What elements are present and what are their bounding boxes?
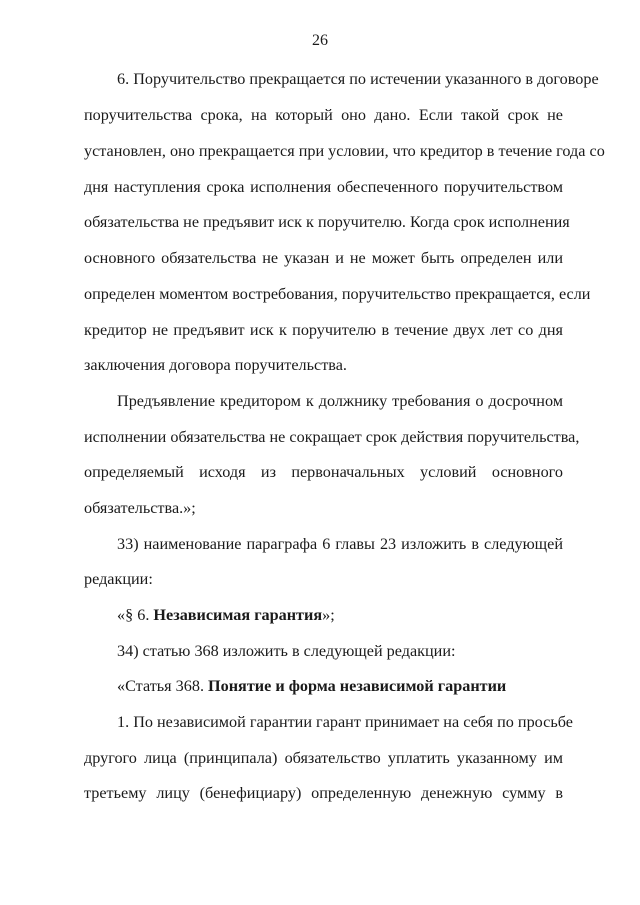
text-line: 34) статью 368 изложить в следующей редакции: — [117, 642, 456, 660]
article-heading — [117, 676, 563, 696]
text-line: другого лица (принципала) обязательство уплатить указанному им — [84, 749, 563, 767]
article-heading-title: Понятие и форма независимой гарантии — [208, 677, 507, 695]
text-line: поручительства срока, на который оно дано. Если такой срок не — [84, 106, 563, 124]
text-line: обязательства не предъявит иск к поручителю. Когда срок исполнения — [84, 213, 570, 231]
text-line: дня наступления срока исполнения обеспеченного поручительством — [84, 178, 563, 196]
text-line: Предъявление кредитором к должнику требования о досрочном — [117, 392, 563, 410]
text-line: определен моментом востребования, поручительство прекращается, если — [84, 285, 591, 303]
text-line: определяемый исходя из первоначальных условий основного — [84, 463, 563, 481]
text-line: основного обязательства не указан и не может быть определен или — [84, 249, 563, 267]
text-line: третьему лицу (бенефициару) определенную денежную сумму в — [84, 784, 563, 802]
text-line: кредитор не предъявит иск к поручителю в течение двух лет со дня — [84, 321, 563, 339]
text-line: 33) наименование параграфа 6 главы 23 изложить в следующей — [117, 535, 563, 553]
text-line: исполнении обязательства не сокращает срок действия поручительства, — [84, 428, 580, 446]
text-line: установлен, оно прекращается при условии, что кредитор в течение года со — [84, 142, 605, 160]
text-line: 6. Поручительство прекращается по истечении указанного в договоре — [117, 70, 599, 88]
article-heading-prefix: «Статья 368. — [117, 677, 209, 695]
text-line: обязательства.»; — [84, 499, 196, 517]
text-line: редакции: — [84, 570, 153, 588]
section-heading-suffix: »; — [322, 606, 335, 624]
section-heading-title: Независимая гарантия — [153, 606, 323, 624]
section-heading — [117, 605, 563, 625]
page-number: 26 — [312, 32, 328, 49]
text-line: заключения договора поручительства. — [84, 356, 347, 374]
section-heading-prefix: «§ 6. — [117, 606, 154, 624]
text-line: 1. По независимой гарантии гарант принимает на себя по просьбе — [117, 713, 573, 731]
